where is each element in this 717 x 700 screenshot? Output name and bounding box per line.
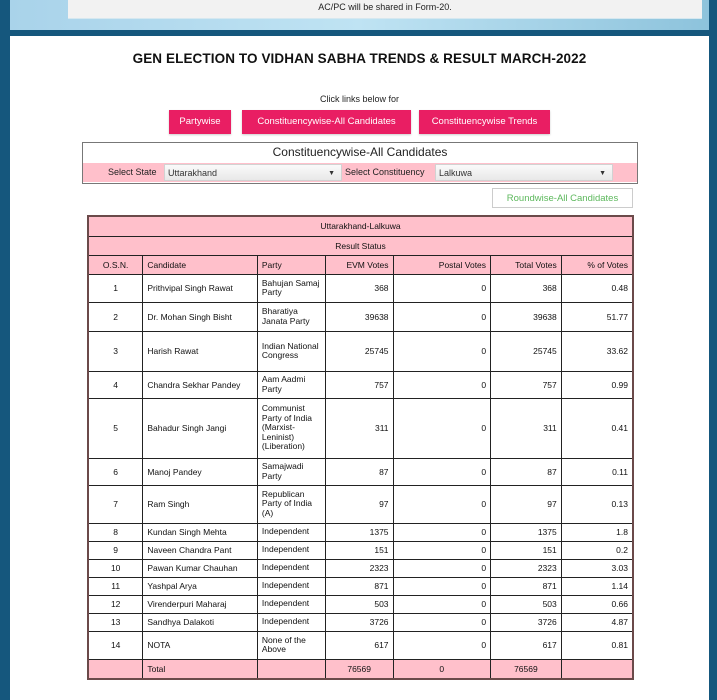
- table-row: [88, 398, 633, 458]
- table-row: [88, 595, 633, 613]
- select-state-label: Select State: [108, 167, 157, 177]
- total-pct: [561, 659, 633, 679]
- postal-votes: 0: [393, 523, 491, 541]
- table-subtitle: Result Status: [88, 236, 633, 255]
- candidate: Dr. Mohan Singh Bisht: [143, 302, 258, 331]
- page-title: GEN ELECTION TO VIDHAN SABHA TRENDS & RESULT MARCH-2022: [132, 51, 587, 66]
- pct-votes: 0.11: [561, 458, 633, 485]
- table-row: [88, 541, 633, 559]
- postal-votes: 0: [393, 485, 491, 523]
- candidate: Harish Rawat: [143, 331, 258, 371]
- constituencywise-trends-button[interactable]: Constituencywise Trends: [419, 110, 550, 134]
- osn: 6: [88, 458, 143, 485]
- evm-votes: 871: [325, 577, 393, 595]
- postal-votes: 0: [393, 274, 491, 302]
- party: Republican Party of India (A): [257, 485, 325, 523]
- evm-votes: 97: [325, 485, 393, 523]
- state-select-value: Uttarakhand: [168, 168, 218, 178]
- total-votes: 368: [491, 274, 562, 302]
- table-row: [88, 523, 633, 541]
- candidate: Prithvipal Singh Rawat: [143, 274, 258, 302]
- pct-votes: 0.13: [561, 485, 633, 523]
- total-votes: 617: [491, 631, 562, 659]
- osn: 3: [88, 331, 143, 371]
- constituencywise-all-candidates-button[interactable]: Constituencywise-All Candidates: [242, 110, 411, 134]
- candidate: Naveen Chandra Pant: [143, 541, 258, 559]
- candidate: Chandra Sekhar Pandey: [143, 371, 258, 398]
- evm-votes: 39638: [325, 302, 393, 331]
- osn: 11: [88, 577, 143, 595]
- pct-votes: 33.62: [561, 331, 633, 371]
- party: Independent: [257, 577, 325, 595]
- table-row: [88, 302, 633, 331]
- pct-votes: 0.41: [561, 398, 633, 458]
- table-row: [88, 613, 633, 631]
- table-subtitle-row: [88, 236, 633, 255]
- postal-votes: 0: [393, 541, 491, 559]
- party: Independent: [257, 559, 325, 577]
- evm-votes: 151: [325, 541, 393, 559]
- osn: 7: [88, 485, 143, 523]
- pct-votes: 1.8: [561, 523, 633, 541]
- col-total-votes: Total Votes: [491, 255, 562, 274]
- total-osn: [88, 659, 143, 679]
- evm-votes: 3726: [325, 613, 393, 631]
- chevron-down-icon: ▼: [599, 170, 606, 177]
- total-votes: 97: [491, 485, 562, 523]
- roundwise-all-candidates-button[interactable]: Roundwise-All Candidates: [492, 188, 633, 208]
- total-votes: 503: [491, 595, 562, 613]
- total-evm-votes: 76569: [325, 659, 393, 679]
- partywise-button[interactable]: Partywise: [169, 110, 231, 134]
- col-party: Party: [257, 255, 325, 274]
- total-votes: 311: [491, 398, 562, 458]
- party: Independent: [257, 613, 325, 631]
- table-row: [88, 631, 633, 659]
- total-votes: 871: [491, 577, 562, 595]
- osn: 5: [88, 398, 143, 458]
- notice-text: AC/PC will be shared in Form-20.: [318, 2, 452, 12]
- table-total-row: [88, 659, 633, 679]
- party: Indian National Congress: [257, 331, 325, 371]
- postal-votes: 0: [393, 595, 491, 613]
- candidate: Yashpal Arya: [143, 577, 258, 595]
- postal-votes: 0: [393, 631, 491, 659]
- postal-votes: 0: [393, 331, 491, 371]
- pct-votes: 0.99: [561, 371, 633, 398]
- table-title: Uttarakhand-Lalkuwa: [88, 216, 633, 236]
- filter-panel: [82, 142, 638, 184]
- osn: 10: [88, 559, 143, 577]
- evm-votes: 2323: [325, 559, 393, 577]
- table-row: [88, 331, 633, 371]
- postal-votes: 0: [393, 458, 491, 485]
- evm-votes: 503: [325, 595, 393, 613]
- party: Independent: [257, 523, 325, 541]
- total-votes: 151: [491, 541, 562, 559]
- candidate: Bahadur Singh Jangi: [143, 398, 258, 458]
- evm-votes: 87: [325, 458, 393, 485]
- pct-votes: 0.48: [561, 274, 633, 302]
- candidate: Pawan Kumar Chauhan: [143, 559, 258, 577]
- col-evm-votes: EVM Votes: [325, 255, 393, 274]
- table-row: [88, 371, 633, 398]
- party: Independent: [257, 541, 325, 559]
- links-caption: Click links below for: [319, 94, 400, 104]
- pct-votes: 0.2: [561, 541, 633, 559]
- total-total-votes: 76569: [491, 659, 562, 679]
- total-votes: 1375: [491, 523, 562, 541]
- col-osn: O.S.N.: [88, 255, 143, 274]
- table-row: [88, 577, 633, 595]
- top-banner: [10, 0, 709, 30]
- postal-votes: 0: [393, 613, 491, 631]
- constituency-select[interactable]: [435, 164, 613, 181]
- candidate: Manoj Pandey: [143, 458, 258, 485]
- pct-votes: 1.14: [561, 577, 633, 595]
- postal-votes: 0: [393, 559, 491, 577]
- evm-votes: 617: [325, 631, 393, 659]
- candidate: Virenderpuri Maharaj: [143, 595, 258, 613]
- osn: 1: [88, 274, 143, 302]
- table-row: [88, 559, 633, 577]
- table-title-row: [88, 216, 633, 236]
- total-votes: 757: [491, 371, 562, 398]
- party: Independent: [257, 595, 325, 613]
- evm-votes: 368: [325, 274, 393, 302]
- total-votes: 25745: [491, 331, 562, 371]
- pct-votes: 3.03: [561, 559, 633, 577]
- candidate: Kundan Singh Mehta: [143, 523, 258, 541]
- evm-votes: 25745: [325, 331, 393, 371]
- constituency-select-value: Lalkuwa: [439, 168, 473, 178]
- total-votes: 2323: [491, 559, 562, 577]
- notice-box: [68, 0, 702, 19]
- total-votes: 87: [491, 458, 562, 485]
- candidate: Ram Singh: [143, 485, 258, 523]
- select-constituency-label: Select Constituency: [345, 167, 425, 177]
- total-postal-votes: 0: [393, 659, 491, 679]
- postal-votes: 0: [393, 398, 491, 458]
- osn: 13: [88, 613, 143, 631]
- table-row: [88, 458, 633, 485]
- col-pct-votes: % of Votes: [561, 255, 633, 274]
- table-row: [88, 485, 633, 523]
- evm-votes: 1375: [325, 523, 393, 541]
- filter-title: Constituencywise-All Candidates: [272, 145, 448, 159]
- table-header-row: [88, 255, 633, 274]
- col-postal-votes: Postal Votes: [393, 255, 491, 274]
- total-label: Total: [143, 659, 258, 679]
- osn: 9: [88, 541, 143, 559]
- results-table: [87, 215, 634, 680]
- osn: 12: [88, 595, 143, 613]
- total-party: [257, 659, 325, 679]
- pct-votes: 0.81: [561, 631, 633, 659]
- candidate: NOTA: [143, 631, 258, 659]
- osn: 4: [88, 371, 143, 398]
- candidate: Sandhya Dalakoti: [143, 613, 258, 631]
- party: Aam Aadmi Party: [257, 371, 325, 398]
- chevron-down-icon: ▼: [328, 170, 335, 177]
- party: Communist Party of India (Marxist-Leninist) (Liberation): [257, 398, 325, 458]
- pct-votes: 0.66: [561, 595, 633, 613]
- state-select[interactable]: [164, 164, 342, 181]
- total-votes: 39638: [491, 302, 562, 331]
- postal-votes: 0: [393, 302, 491, 331]
- party: Bahujan Samaj Party: [257, 274, 325, 302]
- total-votes: 3726: [491, 613, 562, 631]
- party: Samajwadi Party: [257, 458, 325, 485]
- table-row: [88, 274, 633, 302]
- osn: 8: [88, 523, 143, 541]
- col-candidate: Candidate: [143, 255, 258, 274]
- osn: 14: [88, 631, 143, 659]
- pct-votes: 4.87: [561, 613, 633, 631]
- postal-votes: 0: [393, 577, 491, 595]
- party: None of the Above: [257, 631, 325, 659]
- main-content: [10, 36, 709, 700]
- evm-votes: 757: [325, 371, 393, 398]
- postal-votes: 0: [393, 371, 491, 398]
- evm-votes: 311: [325, 398, 393, 458]
- pct-votes: 51.77: [561, 302, 633, 331]
- party: Bharatiya Janata Party: [257, 302, 325, 331]
- filter-row: [83, 163, 637, 182]
- osn: 2: [88, 302, 143, 331]
